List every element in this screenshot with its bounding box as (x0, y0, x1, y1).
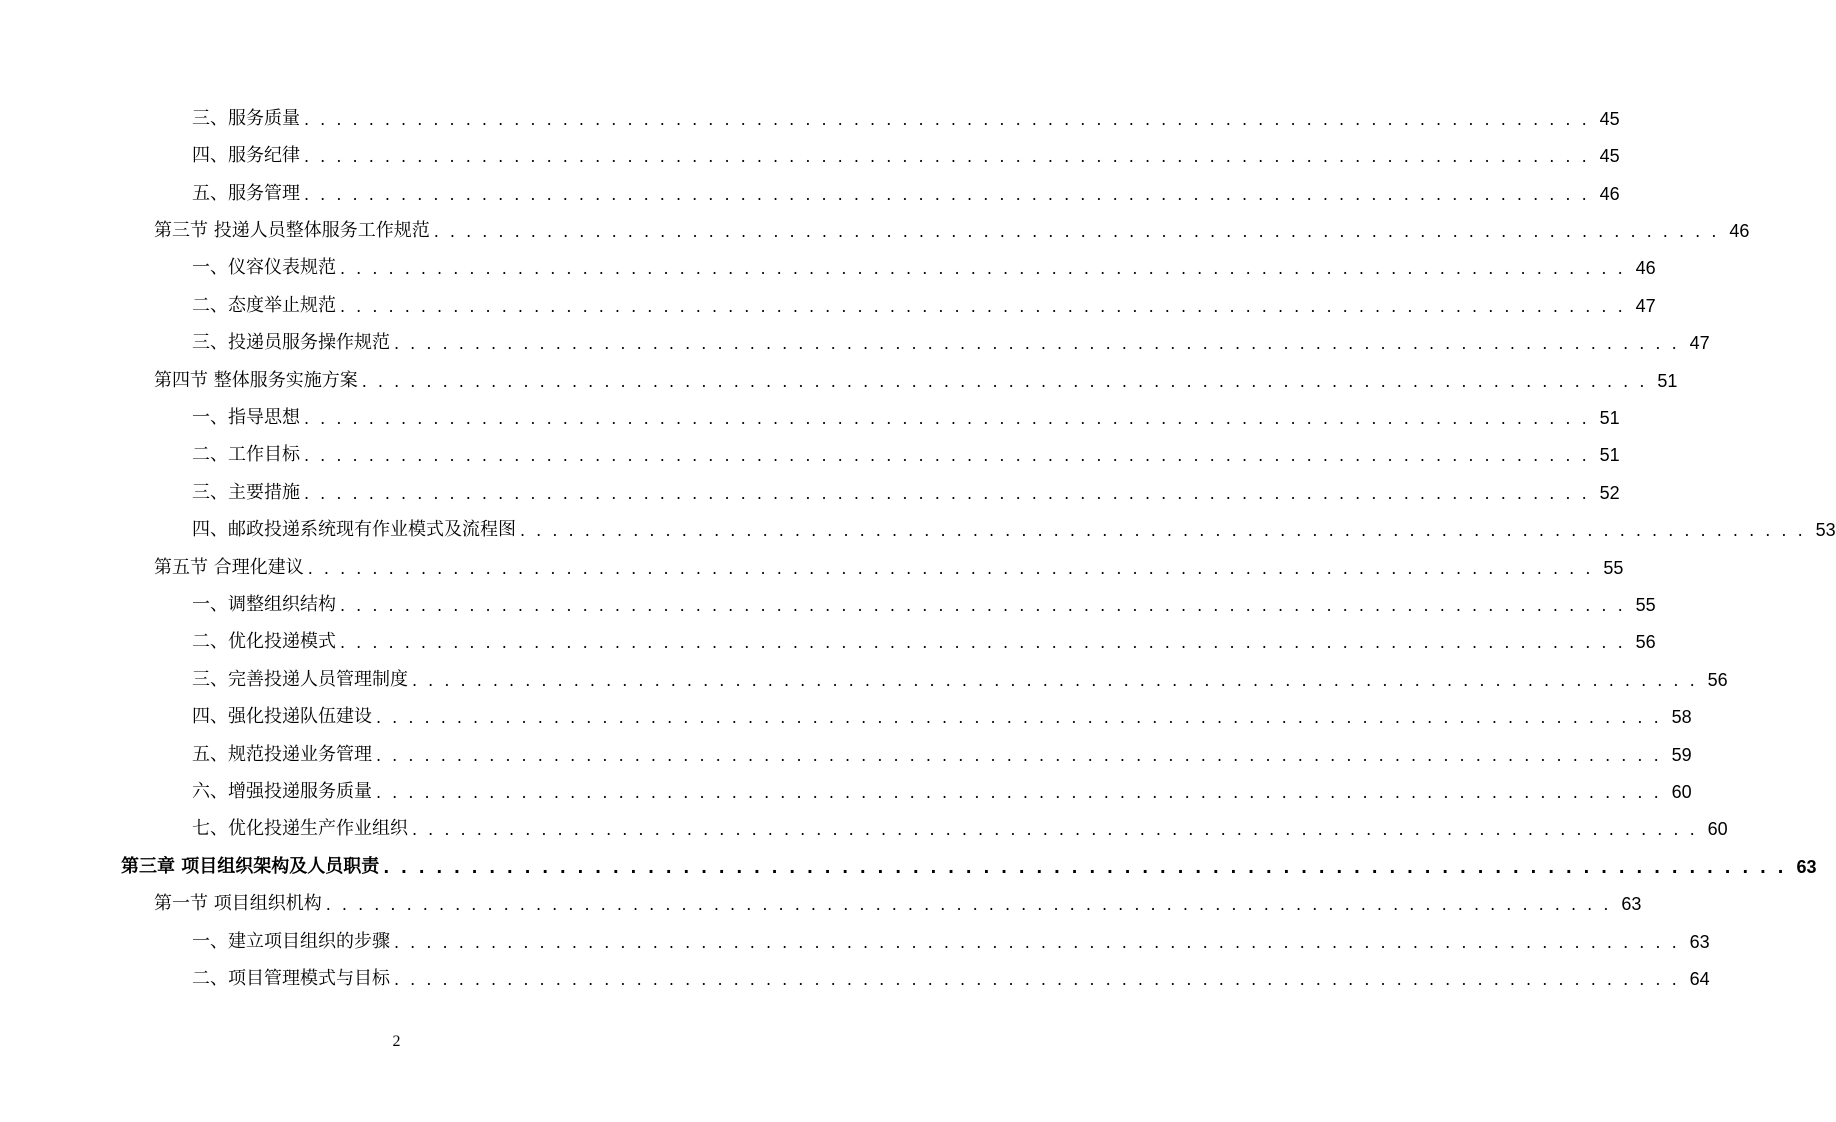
toc-dot-leader: . . . . . . . . . . . . . . . . . . . . . . . . . . . . . . . . . . . . . . . . . . . . . . . . . . . . . . . . . . . . . . . . . . . . . . . . . . . . . . . . (394, 334, 1680, 354)
toc-entry-label: 二、态度举止规范 (192, 294, 336, 316)
toc-entry-label: 六、增强投递服务质量 (192, 781, 372, 803)
toc-entry[interactable] (0, 586, 1656, 623)
toc-entry[interactable] (0, 773, 1692, 810)
toc-entry-label: 三、完善投递人员管理制度 (192, 668, 408, 690)
toc-dot-leader: . . . . . . . . . . . . . . . . . . . . . . . . . . . . . . . . . . . . . . . . . . . . . . . . . . . . . . . . . . . . . . . . . . . . . . . . . . . . . . . . (304, 408, 1590, 428)
toc-dot-leader: . . . . . . . . . . . . . . . . . . . . . . . . . . . . . . . . . . . . . . . . . . . . . . . . . . . . . . . . . . . . . . . . . . . . . . . . . . . . . . . . (361, 371, 1648, 391)
toc-entry-page: 51 (1657, 370, 1678, 391)
toc-entry-page: 53 (1815, 520, 1836, 541)
toc-entry-page: 47 (1635, 295, 1656, 316)
toc-dot-leader: . . . . . . . . . . . . . . . . . . . . . . . . . . . . . . . . . . . . . . . . . . . . . . . . . . . . . . . . . . . . . . . . . . . . . . . . . . . . . . . . (340, 633, 1626, 653)
toc-entry-page: 58 (1671, 707, 1692, 728)
toc-entry-label: 三、投递员服务操作规范 (192, 332, 390, 354)
toc-dot-leader: . . . . . . . . . . . . . . . . . . . . . . . . . . . . . . . . . . . . . . . . . . . . . . . . . . . . . . . . . . . . . . . . . . . . . . . . . . . . . . . . (340, 296, 1626, 316)
toc-entry[interactable] (0, 736, 1692, 773)
toc-entry-page: 46 (1729, 220, 1750, 241)
toc-dot-leader: . . . . . . . . . . . . . . . . . . . . . . . . . . . . . . . . . . . . . . . . . . . . . . . . . . . . . . . . . . . . . . . . . . . . . . . . . . . . . . . . (304, 109, 1590, 129)
toc-dot-leader: . . . . . . . . . . . . . . . . . . . . . . . . . . . . . . . . . . . . . . . . . . . . . . . . . . . . . . . . . . . . . . . . . . . . . . . . . . . . . . . . (340, 259, 1626, 279)
toc-entry[interactable] (0, 923, 1710, 960)
toc-dot-leader: . . . . . . . . . . . . . . . . . . . . . . . . . . . . . . . . . . . . . . . . . . . . . . . . . . . . . . . . . . . . . . . . . . . . . . . . . . . . . . . . (394, 970, 1680, 990)
toc-entry[interactable] (0, 437, 1620, 474)
toc-entry[interactable] (0, 474, 1620, 511)
toc-entry-page: 52 (1599, 482, 1620, 503)
toc-entry-page: 56 (1635, 632, 1656, 653)
toc-entry-label: 五、规范投递业务管理 (192, 743, 372, 765)
toc-entry[interactable] (0, 175, 1620, 212)
toc-entry[interactable] (0, 661, 1728, 698)
toc-entry-page: 60 (1671, 782, 1692, 803)
toc-entry[interactable] (0, 886, 1642, 923)
toc-dot-leader: . . . . . . . . . . . . . . . . . . . . . . . . . . . . . . . . . . . . . . . . . . . . . . . . . . . . . . . . . . . . . . . . . . . . . . . . . . . . . . . . (304, 184, 1590, 204)
toc-entry-label: 三、服务质量 (192, 107, 300, 129)
toc-entry-page: 63 (1796, 856, 1817, 877)
toc-entry-page: 46 (1599, 183, 1620, 204)
toc-dot-leader: . . . . . . . . . . . . . . . . . . . . . . . . . . . . . . . . . . . . . . . . . . . . . . . . . . . . . . . . . . . . . . . . . . . . . . . . . . . . . . . . (340, 595, 1626, 615)
toc-entry-label: 四、邮政投递系统现有作业模式及流程图 (192, 519, 516, 541)
toc-entry-label: 二、工作目标 (192, 444, 300, 466)
toc-dot-leader: . . . . . . . . . . . . . . . . . . . . . . . . . . . . . . . . . . . . . . . . . . . . . . . . . . . . . . . . . . . . . . . . . . . . . . . . . . . . . . . . (376, 783, 1662, 803)
toc-entry[interactable] (0, 624, 1656, 661)
toc-dot-leader: . . . . . . . . . . . . . . . . . . . . . . . . . . . . . . . . . . . . . . . . . . . . . . . . . . . . . . . . . . . . . . . . . . . . . . . . . . . . . . . . (433, 221, 1720, 241)
toc-entry-label: 第一节 项目组织机构 (154, 893, 322, 915)
toc-dot-leader: . . . . . . . . . . . . . . . . . . . . . . . . . . . . . . . . . . . . . . . . . . . . . . . . . . . . . . . . . . . . . . . . . . . . . . . . . . . . . . . . (394, 932, 1680, 952)
toc-dot-leader: . . . . . . . . . . . . . . . . . . . . . . . . . . . . . . . . . . . . . . . . . . . . . . . . . . . . . . . . . . . . . . . . . . . . . . . . . . . . . . . . (325, 895, 1612, 915)
toc-entry-page: 46 (1635, 258, 1656, 279)
toc-entry[interactable] (0, 362, 1678, 399)
toc-entry-page: 55 (1635, 594, 1656, 615)
toc-entry-page: 64 (1689, 969, 1710, 990)
toc-entry[interactable] (0, 811, 1728, 848)
toc-entry-page: 60 (1707, 819, 1728, 840)
toc-dot-leader: . . . . . . . . . . . . . . . . . . . . . . . . . . . . . . . . . . . . . . . . . . . . . . . . . . . . . . . . . . . . . . . . . . . . . . . . . . . . . . . . (520, 521, 1806, 541)
toc-entry-page: 51 (1599, 445, 1620, 466)
toc-entry[interactable] (0, 511, 1836, 548)
toc-dot-leader: . . . . . . . . . . . . . . . . . . . . . . . . . . . . . . . . . . . . . . . . . . . . . . . . . . . . . . . . . . . . . . . . . . . . . . . . . . . . . . . . (376, 745, 1662, 765)
toc-entry-label: 五、服务管理 (192, 182, 300, 204)
toc-entry-label: 二、项目管理模式与目标 (192, 968, 390, 990)
toc-entry-label: 四、服务纪律 (192, 145, 300, 167)
toc-entry-page: 47 (1689, 333, 1710, 354)
table-of-contents (0, 100, 1836, 998)
toc-entry[interactable] (0, 287, 1656, 324)
toc-entry-label: 一、调整组织结构 (192, 593, 336, 615)
toc-entry-page: 56 (1707, 669, 1728, 690)
toc-entry-page: 45 (1599, 146, 1620, 167)
toc-entry-page: 51 (1599, 407, 1620, 428)
toc-entry-label: 七、优化投递生产作业组织 (192, 818, 408, 840)
toc-entry-label: 第四节 整体服务实施方案 (154, 369, 358, 391)
toc-entry-label: 三、主要措施 (192, 481, 300, 503)
toc-dot-leader: . . . . . . . . . . . . . . . . . . . . . . . . . . . . . . . . . . . . . . . . . . . . . . . . . . . . . . . . . . . . . . . . . . . . . . . . . . . . . . . . (304, 147, 1590, 167)
toc-entry-label: 第三节 投递人员整体服务工作规范 (154, 219, 430, 241)
toc-entry-label: 二、优化投递模式 (192, 631, 336, 653)
toc-entry[interactable] (0, 848, 1817, 885)
toc-dot-leader: . . . . . . . . . . . . . . . . . . . . . . . . . . . . . . . . . . . . . . . . . . . . . . . . . . . . . . . . . . . . . . . . . . . . . . . . . . . . . . . . (304, 483, 1590, 503)
toc-entry-page: 63 (1689, 931, 1710, 952)
toc-dot-leader: . . . . . . . . . . . . . . . . . . . . . . . . . . . . . . . . . . . . . . . . . . . . . . . . . . . . . . . . . . . . . . . . . . . . . . . . . . . . . . . . (376, 708, 1662, 728)
toc-entry-label: 四、强化投递队伍建设 (192, 706, 372, 728)
toc-entry-label: 一、建立项目组织的步骤 (192, 930, 390, 952)
toc-entry[interactable] (0, 324, 1710, 361)
toc-entry-page: 63 (1621, 894, 1642, 915)
toc-entry[interactable] (0, 399, 1620, 436)
toc-dot-leader: . . . . . . . . . . . . . . . . . . . . . . . . . . . . . . . . . . . . . . . . . . . . . . . . . . . . . . . . . . . . . . . . . . . . . . . . . . . . . . . . (383, 857, 1787, 877)
toc-dot-leader: . . . . . . . . . . . . . . . . . . . . . . . . . . . . . . . . . . . . . . . . . . . . . . . . . . . . . . . . . . . . . . . . . . . . . . . . . . . . . . . . (307, 558, 1594, 578)
toc-entry[interactable] (0, 549, 1624, 586)
toc-entry[interactable] (0, 960, 1710, 997)
toc-entry[interactable] (0, 212, 1750, 249)
toc-entry[interactable] (0, 699, 1692, 736)
toc-entry-label: 第五节 合理化建议 (154, 556, 304, 578)
toc-dot-leader: . . . . . . . . . . . . . . . . . . . . . . . . . . . . . . . . . . . . . . . . . . . . . . . . . . . . . . . . . . . . . . . . . . . . . . . . . . . . . . . . (412, 670, 1698, 690)
toc-dot-leader: . . . . . . . . . . . . . . . . . . . . . . . . . . . . . . . . . . . . . . . . . . . . . . . . . . . . . . . . . . . . . . . . . . . . . . . . . . . . . . . . (412, 820, 1698, 840)
toc-entry[interactable] (0, 250, 1656, 287)
page-number: 2 (392, 1033, 401, 1050)
toc-entry-page: 59 (1671, 744, 1692, 765)
toc-entry-label: 一、指导思想 (192, 406, 300, 428)
toc-entry-page: 45 (1599, 108, 1620, 129)
toc-entry-page: 55 (1603, 557, 1624, 578)
toc-entry-label: 一、仪容仪表规范 (192, 257, 336, 279)
toc-entry[interactable] (0, 137, 1620, 174)
toc-entry-label: 第三章 项目组织架构及人员职责 (121, 855, 380, 877)
toc-dot-leader: . . . . . . . . . . . . . . . . . . . . . . . . . . . . . . . . . . . . . . . . . . . . . . . . . . . . . . . . . . . . . . . . . . . . . . . . . . . . . . . . (304, 446, 1590, 466)
toc-entry[interactable] (0, 100, 1620, 137)
